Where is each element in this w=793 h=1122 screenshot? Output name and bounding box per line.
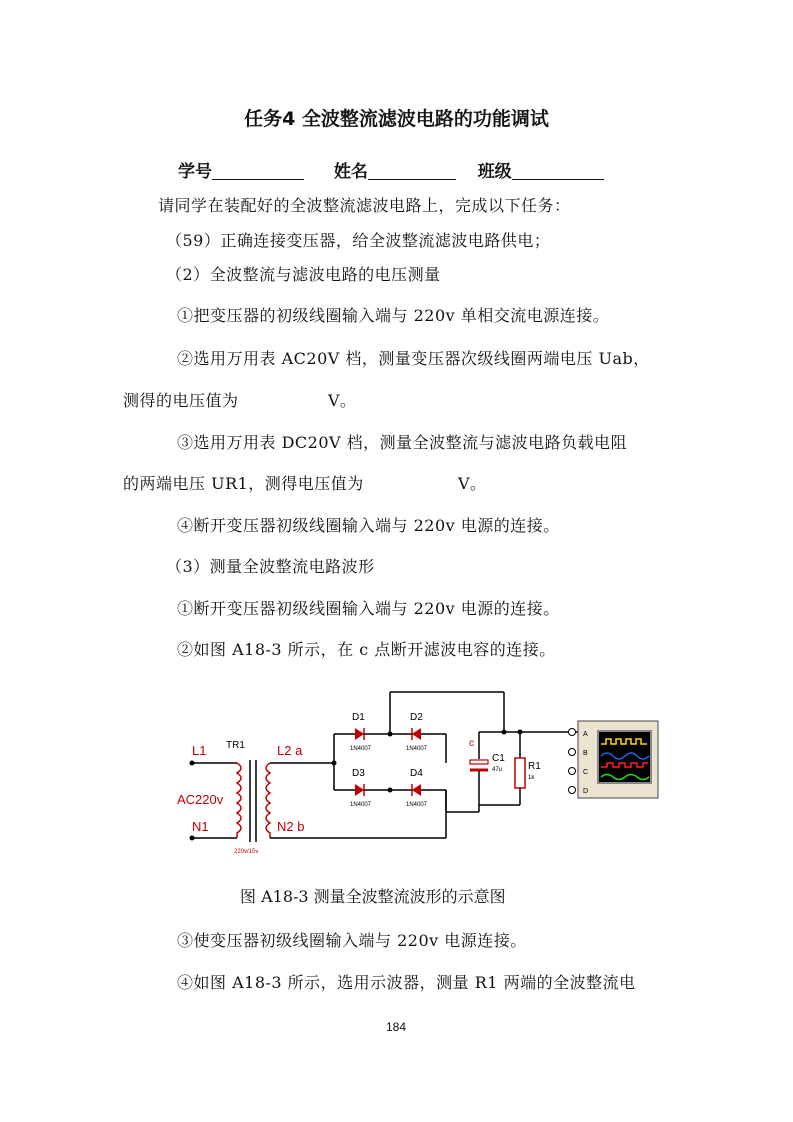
primary-coil-icon [237,763,241,838]
label-c1: C1 [492,753,505,764]
capacitor-c1-icon [470,760,488,764]
label-d1-part: 1N4007 [350,746,372,752]
label-n2b: N2 b [277,819,305,834]
label-ac220v: AC220v [177,792,224,807]
task-item-2: （2）全波整流与滤波电路的电压测量 [166,265,441,284]
label-d3-part: 1N4007 [350,802,372,808]
label-d3: D3 [352,768,365,779]
step-3-2: ②如图 A18-3 所示，在 c 点断开滤波电容的连接。 [177,640,556,659]
scope-terminal-d [569,787,576,794]
step-2-4: ④断开变压器初级线圈输入端与 220v 电源的连接。 [177,516,560,535]
label-r1-value: 1k [528,775,535,781]
node-bottom-mid [388,788,393,793]
scope-terminal-b [569,749,576,756]
secondary-coil-icon [266,763,270,838]
step-3-1: ①断开变压器初级线圈输入端与 220v 电源的连接。 [177,599,560,618]
resistor-r1-icon [515,758,525,788]
label-d4: D4 [410,768,423,779]
terminal-l1 [190,761,195,766]
name-label: 姓名 [333,162,368,182]
label-point-c: c [469,738,474,749]
task-item-1: （59）正确连接变压器，给全波整流滤波电路供电； [166,231,551,250]
label-scope-b: B [583,750,588,757]
step-2-3-line1: ③选用万用表 DC20V 档，测量全波整流与滤波电路负载电阻 [177,433,628,452]
label-scope-d: D [583,788,589,795]
step-2-3-line2: 的两端电压 UR1，测得电压值为 [123,474,364,493]
diode-d1-icon [355,728,364,740]
step-2-1: ①把变压器的初级线圈输入端与 220v 单相交流电源连接。 [177,306,610,325]
label-d4-part: 1N4007 [406,802,428,808]
page-title: 任务4 全波整流滤波电路的功能调试 [244,108,549,130]
task-item-3: （3）测量全波整流电路波形 [166,557,375,576]
intro-text: 请同学在装配好的全波整流滤波电路上，完成以下任务： [158,196,571,215]
node-pos-rail [502,730,507,735]
diode-d3-icon [355,784,364,796]
label-scope-a: A [583,731,588,738]
label-ratio: 220v/15v [234,849,259,855]
label-d1: D1 [352,712,365,723]
label-d2: D2 [410,712,423,723]
step-3-4: ④如图 A18-3 所示，选用示波器，测量 R1 两端的全波整流电 [177,973,636,992]
class-label: 班级 [477,162,512,182]
figure-caption: 图 A18-3 测量全波整流波形的示意图 [240,887,506,906]
step-2-2-line2: 测得的电压值为 [123,391,239,410]
step-2-3-unit: V。 [458,474,487,493]
step-2-2-line1: ②选用万用表 AC20V 档，测量变压器次级线圈两端电压 Uab， [177,349,650,368]
label-scope-c: C [583,769,589,776]
scope-terminal-a [569,729,576,736]
page-number: 184 [386,1020,407,1034]
label-tr1: TR1 [226,740,245,751]
step-2-2-unit: V。 [328,391,357,410]
label-n1: N1 [192,819,209,834]
terminal-n1 [190,836,195,841]
label-l2a: L2 a [277,743,303,758]
diode-d4-icon [412,784,421,796]
label-c1-value: 47u [492,767,503,773]
label-d2-part: 1N4007 [406,746,428,752]
label-r1: R1 [528,761,541,772]
scope-terminal-c [569,768,576,775]
label-l1: L1 [192,743,207,758]
diode-d2-icon [412,728,421,740]
step-3-3: ③使变压器初级线圈输入端与 220v 电源连接。 [177,931,527,950]
student-id-label: 学号 [178,162,212,182]
